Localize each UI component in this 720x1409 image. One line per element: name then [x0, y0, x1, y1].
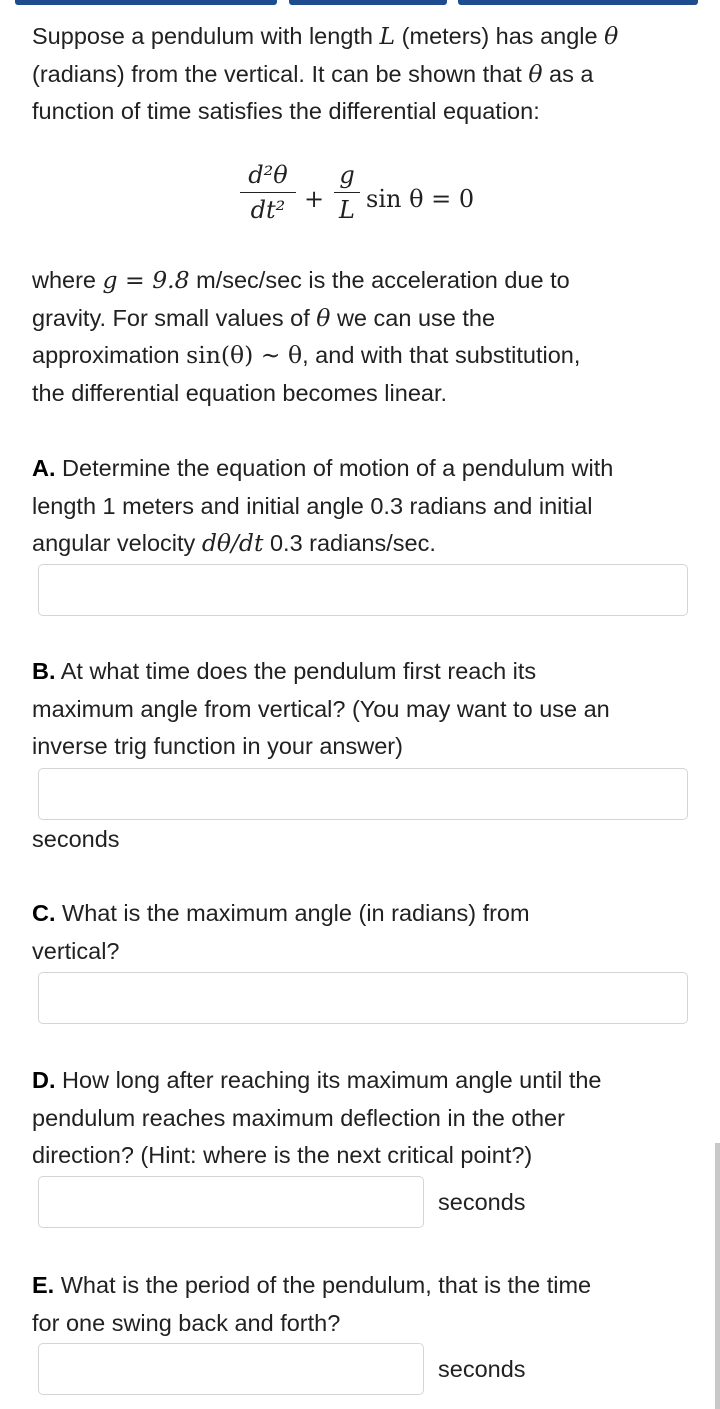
part-c-question: C. What is the maximum angle (in radians) from vertical? — [32, 900, 530, 964]
top-tab-segment — [458, 0, 698, 5]
part-d-unit-label: seconds — [438, 1189, 526, 1215]
part-e-question: E. What is the period of the pendulum, that is the time for one swing back and forth? — [32, 1272, 592, 1336]
part-d-answer-input[interactable] — [38, 1176, 424, 1228]
top-tab-segment — [289, 0, 447, 5]
top-tab-segment — [15, 0, 277, 5]
intro-paragraph: Suppose a pendulum with length L (meters) has angle θ (radians) from the vertical. It can be shown that θ as a function of time satisfies the differential equation: — [32, 22, 619, 124]
part-a-question: A. Determine the equation of motion of a pendulum with length 1 meters and initial angle 0.3 radians and initial angular velocity dθ/dt 0.3 radians/sec. — [32, 455, 614, 557]
part-a-answer-input[interactable] — [38, 564, 688, 616]
part-c-answer-input[interactable] — [38, 972, 688, 1024]
gravity-paragraph: where g = 9.8 m/sec/sec is the acceleration due to gravity. For small values of θ we can use the approximation sin(θ) ∼ θ, and with that substitution, the differential equation becomes linear. — [32, 266, 581, 406]
part-e-answer-input[interactable] — [38, 1343, 424, 1395]
part-d-question: D. How long after reaching its maximum angle until the pendulum reaches maximum deflection in the other direction? (Hint: where is the next critical point?) — [32, 1067, 602, 1168]
part-b-answer-input[interactable] — [38, 768, 688, 820]
top-tab-bar — [0, 0, 720, 9]
page-scrollbar[interactable] — [715, 1143, 720, 1409]
part-e-unit-label: seconds — [438, 1356, 526, 1382]
differential-equation: d²θ dt² + g L sin θ = 0 — [230, 160, 550, 240]
part-b-question: B. At what time does the pendulum first reach its maximum angle from vertical? (You may want to use an inverse trig function in your answer) — [32, 658, 610, 759]
part-b-unit-label: seconds — [32, 826, 120, 852]
